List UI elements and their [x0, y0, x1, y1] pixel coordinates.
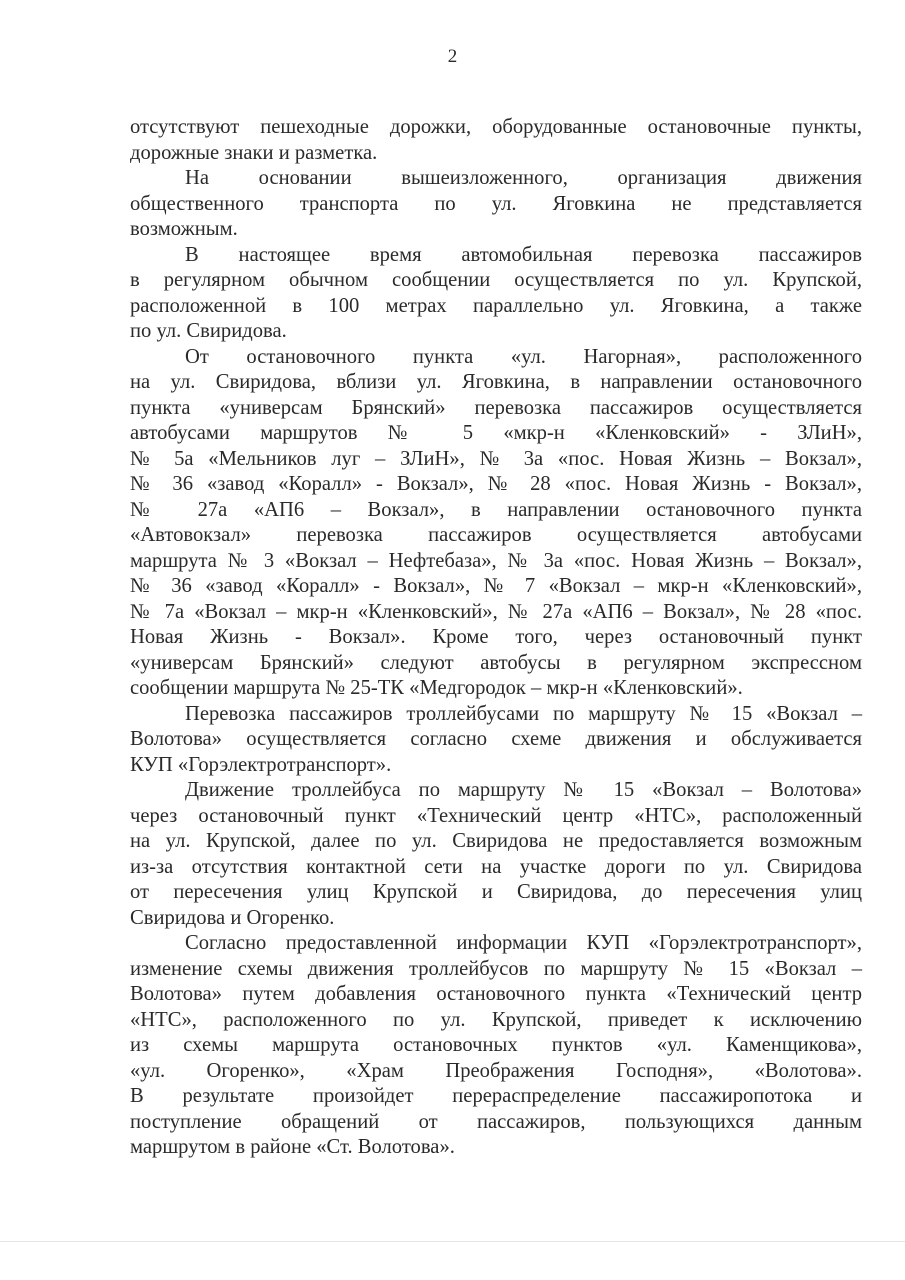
text-line: Согласно предоставленной информации КУП «Горэлектротранспорт»,	[185, 932, 862, 954]
text-line: через остановочный пункт «Технический центр «НТС», расположенный	[130, 804, 862, 827]
text-line: «НТС», расположенного по ул. Крупской, приведет к исключению	[130, 1008, 862, 1031]
text-line: расположенной в 100 метрах параллельно ул. Яговкина, а также	[130, 294, 862, 317]
text-line: № 5а «Мельников луг – ЗЛиН», № 3а «пос. Новая Жизнь – Вокзал»,	[130, 447, 862, 470]
text-line: «Автовокзал» перевозка пассажиров осуществляется автобусами	[130, 524, 862, 546]
text-line: общественного транспорта по ул. Яговкина не представляется	[130, 192, 862, 215]
text-line: сообщении маршрута № 25-ТК «Медгородок – мкр-н «Кленковский».	[130, 677, 743, 699]
document-body	[130, 115, 862, 1161]
text-line: «универсам Брянский» следуют автобусы в регулярном экспрессном	[130, 651, 862, 674]
text-line: поступление обращений от пассажиров, пользующихся данным	[130, 1110, 862, 1133]
text-line: Новая Жизнь - Вокзал». Кроме того, через остановочный пункт	[130, 626, 862, 648]
text-line: из-за отсутствия контактной сети на участке дороги по ул. Свиридова	[130, 855, 862, 878]
text-line: из схемы маршрута остановочных пунктов «ул. Каменщикова»,	[130, 1034, 862, 1056]
text-line: № 36 «завод «Коралл» - Вокзал», № 7 «Вокзал – мкр-н «Кленковский»,	[130, 575, 862, 597]
text-line: от пересечения улиц Крупской и Свиридова, до пересечения улиц	[130, 881, 862, 903]
paragraph	[130, 345, 862, 702]
text-line: Движение троллейбуса по маршруту № 15 «Вокзал – Волотова»	[185, 779, 862, 801]
text-line: изменение схемы движения троллейбусов по маршруту № 15 «Вокзал –	[130, 957, 862, 980]
text-line: автобусами маршрутов № 5 «мкр-н «Кленковский» - ЗЛиН»,	[130, 422, 862, 444]
text-line: № 36 «завод «Коралл» - Вокзал», № 28 «пос. Новая Жизнь - Вокзал»,	[130, 473, 862, 495]
paragraph	[130, 115, 862, 166]
text-line: на ул. Свиридова, вблизи ул. Яговкина, в направлении остановочного	[130, 371, 862, 393]
text-line: возможным.	[130, 218, 238, 240]
paragraph	[130, 702, 862, 779]
page-edge-divider	[0, 1241, 905, 1242]
text-line: на ул. Крупской, далее по ул. Свиридова не предоставляется возможным	[130, 830, 862, 852]
text-line: В результате произойдет перераспределение пассажиропотока и	[130, 1085, 862, 1107]
paragraph	[130, 166, 862, 243]
paragraph	[130, 243, 862, 345]
text-line: В настоящее время автомобильная перевозка пассажиров	[185, 243, 862, 266]
text-line: «ул. Огоренко», «Храм Преображения Господня», «Волотова».	[130, 1059, 862, 1082]
text-line: № 27а «АП6 – Вокзал», в направлении остановочного пункта	[130, 498, 862, 521]
text-line: маршрута № 3 «Вокзал – Нефтебаза», № 3а «пос. Новая Жизнь – Вокзал»,	[130, 549, 862, 572]
text-line: От остановочного пункта «ул. Нагорная», расположенного	[185, 345, 862, 368]
text-line: по ул. Свиридова.	[130, 320, 287, 342]
paragraph	[130, 778, 862, 931]
text-line: в регулярном обычном сообщении осуществляется по ул. Крупской,	[130, 269, 862, 291]
text-line: пункта «универсам Брянский» перевозка пассажиров осуществляется	[130, 396, 862, 419]
page-number: 2	[447, 46, 458, 67]
text-line: Перевозка пассажиров троллейбусами по маршруту № 15 «Вокзал –	[185, 702, 862, 725]
text-line: Волотова» осуществляется согласно схеме движения и обслуживается	[130, 728, 862, 750]
paragraph	[130, 931, 862, 1161]
text-line: На основании вышеизложенного, организация движения	[185, 167, 862, 189]
text-line: дорожные знаки и разметка.	[130, 141, 378, 164]
text-line: № 7а «Вокзал – мкр-н «Кленковский», № 27а «АП6 – Вокзал», № 28 «пос.	[130, 600, 862, 623]
text-line: КУП «Горэлектротранспорт».	[130, 753, 392, 776]
text-line: отсутствуют пешеходные дорожки, оборудованные остановочные пункты,	[130, 116, 862, 138]
text-line: маршрутом в районе «Ст. Волотова».	[130, 1136, 455, 1158]
text-line: Свиридова и Огоренко.	[130, 906, 335, 929]
text-line: Волотова» путем добавления остановочного пункта «Технический центр	[130, 983, 862, 1005]
